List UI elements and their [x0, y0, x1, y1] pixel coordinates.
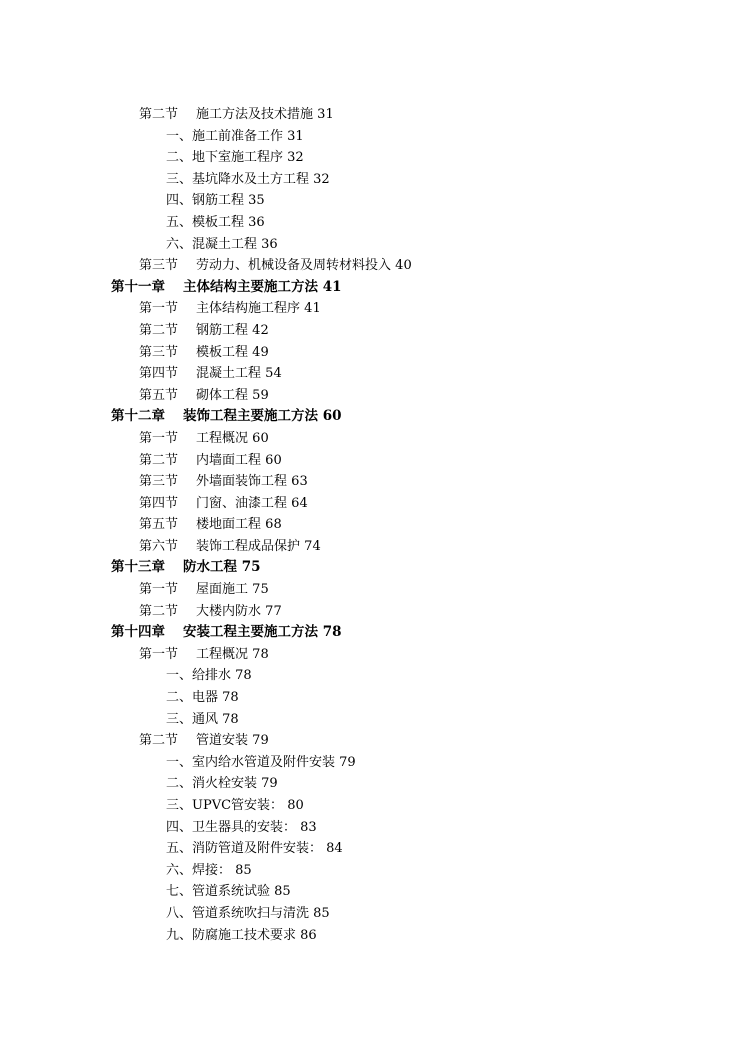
toc-page-number: 85 [274, 884, 291, 900]
toc-entry-title: 管道安装 [196, 733, 249, 749]
toc-section-entry [0, 471, 744, 493]
toc-page-number: 78 [222, 690, 239, 706]
toc-entry-title: 二、地下室施工程序 [166, 150, 284, 166]
toc-item-entry [0, 147, 744, 169]
toc-item-entry [0, 709, 744, 731]
toc-page-number: 75 [241, 559, 261, 576]
toc-entry-label: 第二节 [139, 107, 179, 122]
toc-section-entry [0, 536, 744, 558]
toc-entry-title: 混凝土工程 [196, 366, 262, 382]
toc-item-entry [0, 212, 744, 234]
toc-entry-title: 主体结构主要施工方法 [183, 278, 318, 295]
toc-section-entry [0, 255, 744, 277]
toc-page-number: 60 [252, 430, 269, 446]
toc-section-entry [0, 385, 744, 407]
toc-entry-title: 工程概况 [196, 646, 249, 662]
toc-page-number: 79 [339, 754, 356, 770]
toc-entry-label: 第十三章 [111, 559, 165, 576]
toc-entry-label: 第五节 [139, 387, 179, 403]
toc-entry-title: 四、钢筋工程 [166, 193, 245, 209]
toc-entry-label: 第一节 [139, 582, 179, 598]
toc-page-number: 79 [261, 776, 278, 792]
toc-entry-title: 大楼内防水 [196, 603, 262, 619]
toc-page-number: 40 [395, 258, 412, 274]
toc-entry-label: 第十四章 [111, 624, 165, 641]
toc-entry-title: 四、卫生器具的安装： [166, 819, 297, 835]
toc-entry-label: 第一节 [139, 301, 179, 317]
toc-page-number: 64 [291, 495, 308, 511]
toc-page-number: 49 [252, 344, 269, 360]
toc-section-entry [0, 428, 744, 450]
toc-section-entry [0, 730, 744, 752]
toc-entry-label: 第三节 [139, 258, 179, 274]
toc-page-number: 74 [304, 538, 321, 554]
toc-entry-title: 一、施工前准备工作 [166, 128, 284, 144]
toc-entry-label: 第六节 [139, 538, 179, 554]
toc-entry-label: 第四节 [139, 366, 179, 382]
toc-page-number: 68 [265, 517, 282, 533]
toc-entry-title: 安装工程主要施工方法 [183, 624, 318, 641]
toc-item-entry [0, 752, 744, 774]
toc-entry-label: 第五节 [139, 517, 179, 533]
toc-entry-label: 第二节 [139, 733, 179, 749]
toc-section-entry [0, 104, 744, 126]
toc-entry-title: 六、焊接： [166, 862, 232, 878]
toc-section-entry [0, 601, 744, 623]
toc-page-number: 78 [222, 711, 239, 727]
toc-chapter-entry [0, 406, 744, 428]
toc-item-entry [0, 169, 744, 191]
toc-page-number: 54 [265, 366, 282, 382]
toc-entry-title: 钢筋工程 [196, 322, 249, 338]
toc-page-number: 77 [265, 603, 282, 619]
toc-chapter-entry [0, 622, 744, 644]
toc-item-entry [0, 795, 744, 817]
toc-entry-title: 楼地面工程 [196, 517, 262, 533]
toc-entry-label: 第二节 [139, 603, 179, 619]
toc-entry-title: 二、电器 [166, 690, 219, 706]
toc-entry-label: 第十二章 [111, 408, 165, 425]
toc-entry-title: 模板工程 [196, 344, 249, 360]
toc-page-number: 78 [322, 624, 342, 641]
toc-entry-title: 三、基坑降水及土方工程 [166, 171, 310, 187]
toc-entry-title: 屋面施工 [196, 582, 249, 598]
toc-item-entry [0, 817, 744, 839]
toc-section-entry [0, 363, 744, 385]
toc-item-entry [0, 190, 744, 212]
toc-page-number: 84 [326, 841, 343, 857]
toc-page-number: 75 [252, 582, 269, 598]
toc-entry-label: 第二节 [139, 322, 179, 338]
toc-chapter-entry [0, 557, 744, 579]
toc-entry-title: 九、防腐施工技术要求 [166, 927, 297, 943]
toc-item-entry [0, 860, 744, 882]
toc-entry-title: 主体结构施工程序 [196, 301, 301, 317]
toc-item-entry [0, 838, 744, 860]
toc-item-entry [0, 925, 744, 947]
toc-item-entry [0, 234, 744, 256]
toc-page-number: 41 [304, 301, 321, 317]
toc-page-number: 35 [248, 193, 265, 209]
toc-item-entry [0, 881, 744, 903]
toc-entry-title: 三、通风 [166, 711, 219, 727]
toc-page-number: 60 [322, 408, 342, 425]
toc-section-entry [0, 514, 744, 536]
toc-item-entry [0, 903, 744, 925]
toc-page-number: 32 [287, 150, 304, 166]
toc-page-number: 41 [322, 278, 342, 295]
toc-page-number: 36 [261, 236, 278, 252]
toc-page-number: 32 [313, 171, 330, 187]
toc-section-entry [0, 450, 744, 472]
toc-section-entry [0, 298, 744, 320]
toc-item-entry [0, 773, 744, 795]
toc-entry-title: 一、给排水 [166, 668, 232, 684]
toc-page-number: 31 [317, 107, 334, 122]
toc-entry-label: 第十一章 [111, 278, 165, 295]
toc-section-entry [0, 644, 744, 666]
toc-page-number: 42 [252, 322, 269, 338]
toc-page-number: 63 [291, 474, 308, 490]
toc-page-number: 85 [313, 905, 330, 921]
table-of-contents [0, 104, 744, 946]
toc-entry-title: 五、消防管道及附件安装： [166, 841, 323, 857]
toc-page-number: 36 [248, 214, 265, 230]
toc-entry-label: 第一节 [139, 646, 179, 662]
toc-section-entry [0, 493, 744, 515]
toc-entry-title: 八、管道系统吹扫与清洗 [166, 905, 310, 921]
toc-entry-title: 六、混凝土工程 [166, 236, 258, 252]
toc-entry-title: 劳动力、机械设备及周转材料投入 [196, 258, 392, 274]
toc-page-number: 86 [300, 927, 317, 943]
toc-entry-label: 第二节 [139, 452, 179, 468]
toc-page-number: 59 [252, 387, 269, 403]
toc-page-number: 78 [252, 646, 269, 662]
toc-entry-label: 第一节 [139, 430, 179, 446]
toc-entry-label: 第四节 [139, 495, 179, 511]
toc-section-entry [0, 579, 744, 601]
toc-chapter-entry [0, 277, 744, 299]
toc-entry-title: 三、UPVC管安装： [166, 798, 284, 813]
toc-item-entry [0, 665, 744, 687]
toc-section-entry [0, 320, 744, 342]
toc-entry-title: 七、管道系统试验 [166, 884, 271, 900]
toc-page-number: 83 [300, 819, 317, 835]
toc-entry-title: 施工方法及技术措施 [196, 107, 314, 122]
toc-page-number: 80 [287, 798, 304, 813]
toc-entry-title: 门窗、油漆工程 [196, 495, 288, 511]
toc-item-entry [0, 126, 744, 148]
toc-page-number: 79 [252, 733, 269, 749]
toc-page-number: 60 [265, 452, 282, 468]
toc-entry-title: 砌体工程 [196, 387, 249, 403]
toc-entry-title: 装饰工程成品保护 [196, 538, 301, 554]
toc-section-entry [0, 342, 744, 364]
toc-entry-title: 外墙面装饰工程 [196, 474, 288, 490]
toc-entry-title: 五、模板工程 [166, 214, 245, 230]
toc-entry-title: 防水工程 [183, 559, 237, 576]
toc-entry-label: 第三节 [139, 474, 179, 490]
toc-entry-title: 二、消火栓安装 [166, 776, 258, 792]
toc-page-number: 31 [287, 128, 304, 144]
toc-entry-title: 一、室内给水管道及附件安装 [166, 754, 336, 770]
toc-entry-title: 内墙面工程 [196, 452, 262, 468]
toc-item-entry [0, 687, 744, 709]
toc-entry-title: 工程概况 [196, 430, 249, 446]
toc-entry-title: 装饰工程主要施工方法 [183, 408, 318, 425]
toc-page-number: 78 [235, 668, 252, 684]
toc-page-number: 85 [235, 862, 252, 878]
toc-entry-label: 第三节 [139, 344, 179, 360]
